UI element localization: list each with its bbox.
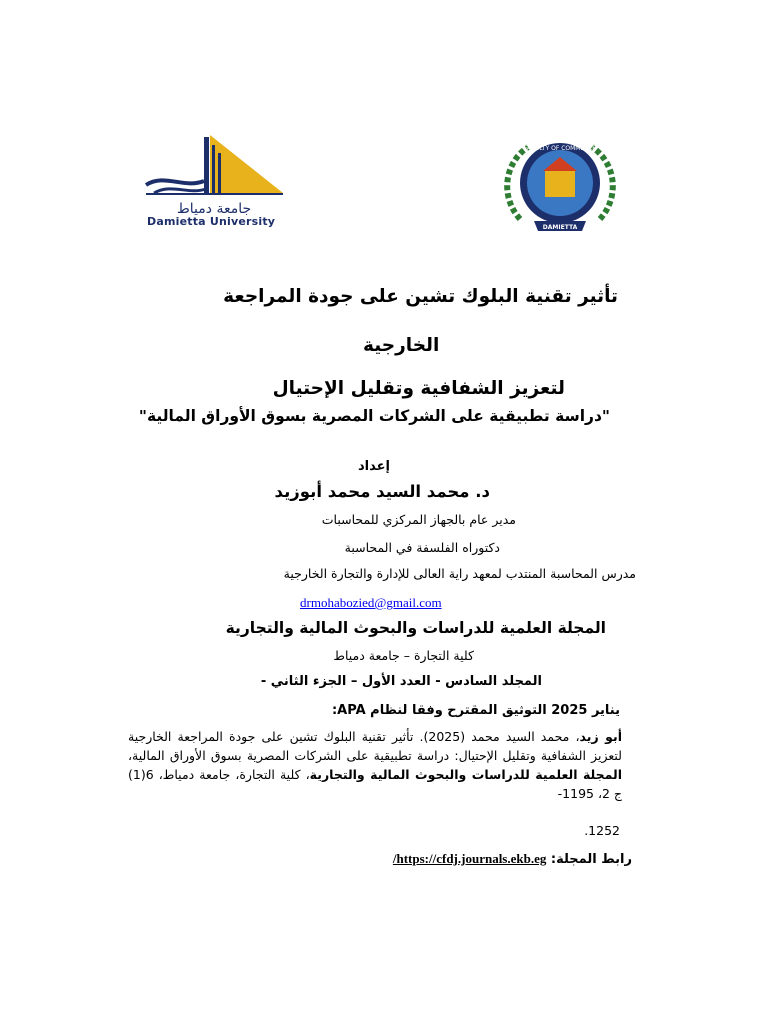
citation-end-page: .1252: [584, 823, 620, 838]
journal-link-row: [393, 851, 632, 867]
author-position-2: دكتوراه الفلسفة في المحاسبة: [344, 540, 500, 555]
citation-paragraph: [128, 727, 622, 803]
author-position-3: مدرس المحاسبة المنتدب لمعهد راية العالى للإدارة والتجارة الخارجية: [283, 566, 636, 581]
author-position-1: مدير عام بالجهاز المركزي للمحاسبات: [321, 512, 516, 527]
svg-text:DAMIETTA: DAMIETTA: [542, 224, 578, 231]
faculty-name: كلية التجارة – جامعة دمياط: [333, 648, 474, 663]
university-arabic-name: جامعة دمياط: [176, 201, 252, 217]
title-line-1: تأثير تقنية البلوك تشين على جودة المراجعة: [223, 286, 618, 307]
citation-header: يناير 2025 التوثيق المقترح وفقا لنظام APA:: [331, 703, 620, 718]
journal-link-url[interactable]: https://cfdj.journals.ekb.eg/: [392, 851, 547, 866]
citation-journal: المجلة العلمية للدراسات والبحوث المالية والتجارية: [309, 767, 622, 782]
citation-details: ، كلية التجارة، جامعة دمياط، 6(1) ج 2، 1195-: [128, 767, 622, 801]
volume-info: المجلد السادس - العدد الأول – الجزء الثاني -: [260, 674, 542, 689]
title-line-3: لتعزيز الشفافية وتقليل الإحتيال: [272, 378, 565, 399]
journal-name: المجلة العلمية للدراسات والبحوث المالية والتجارية: [225, 619, 606, 637]
title-line-2: الخارجية: [363, 335, 440, 356]
svg-text:FACULTY OF COMMERCE: FACULTY OF COMMERCE: [523, 145, 597, 152]
prepared-by-label: إعداد: [358, 459, 390, 474]
faculty-of-commerce-seal: [498, 137, 622, 237]
citation-text: ، محمد السيد محمد (2025). تأثير تقنية البلوك تشين على جودة المراجعة الخارجية لتعزيز الشفافية وتقليل الإحتيال: دراسة تطبيقية على الشركات المصرية بسوق الأوراق المالية،: [128, 729, 622, 763]
subtitle: "دراسة تطبيقية على الشركات المصرية بسوق الأوراق المالية": [138, 407, 610, 425]
author-name: د. محمد السيد محمد أبوزيد: [274, 482, 490, 501]
citation-author: أبو زيد: [579, 729, 622, 744]
university-name: Damietta University: [147, 215, 276, 228]
journal-link-label: رابط المجلة:: [550, 852, 632, 867]
author-email-link[interactable]: drmohabozied@gmail.com: [300, 595, 442, 610]
